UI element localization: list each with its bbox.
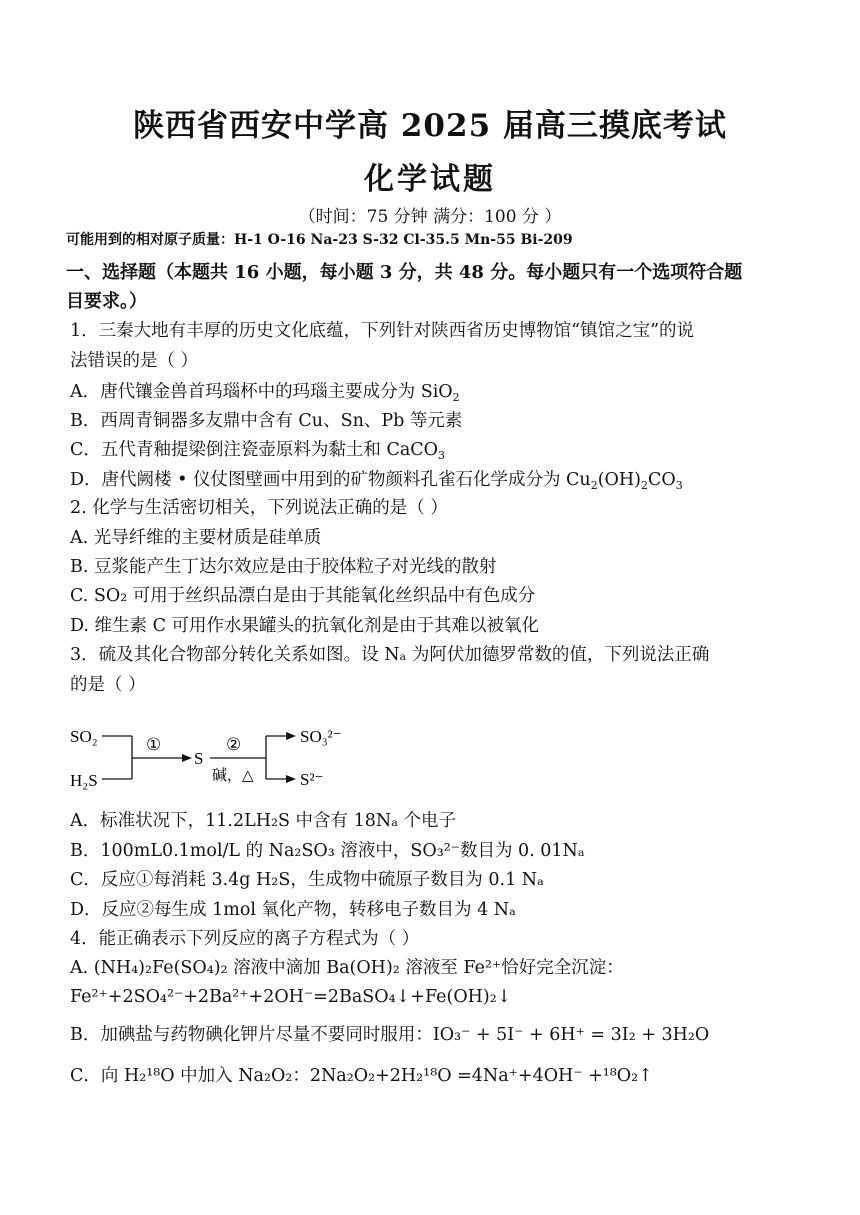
s2-label: S²⁻ [300,770,324,789]
q1-option-c: C．五代青釉提梁倒注瓷壶原料为黏土和 CaCO$_3$ [70,440,446,462]
q3-stem-2: 的是（ ） [70,675,146,695]
q1-option-d: D．唐代阙楼 • 仪仗图壁画中用到的矿物颜料孔雀石化学成分为 $Cu_2(OH)_2CO_3$ [70,470,683,492]
q3-option-d: D．反应②每生成 1mol 氧化产物，转移电子数目为 4 Nₐ [70,900,516,920]
s-label: S [194,749,204,768]
condition-label: 碱，△ [212,766,254,784]
q4-option-b: B．加碘盐与药物碘化钾片尽量不要同时服用：IO₃⁻ + 5I⁻ + 6H⁺ = 3I₂ + 3H₂O [70,1025,710,1045]
q1-stem-2: 法错误的是（ ） [70,351,199,371]
step-1-label: ① [146,735,162,755]
q1-option-b: B．西周青铜器多友鼎中含有 Cu、Sn、Pb 等元素 [70,411,463,431]
q3-option-c: C．反应①每消耗 3.4g H₂S，生成物中硫原子数目为 0.1 Nₐ [70,870,544,890]
q4-option-a-1: A. (NH₄)₂Fe(SO₄)₂ 溶液中滴加 Ba(OH)₂ 溶液至 Fe²⁺恰好完全沉淀： [70,958,624,978]
exam-meta: （时间：75 分钟 满分：100 分 ） [298,207,562,227]
q1-option-a: A．唐代镶金兽首玛瑙杯中的玛瑙主要成分为 SiO$_2$ [70,382,460,404]
exam-subtitle: 化学试题 [364,162,496,197]
q2-option-a: A. 光导纤维的主要材质是硅单质 [70,528,322,548]
q4-stem: 4．能正确表示下列反应的离子方程式为（ ） [70,929,420,949]
q2-stem: 2. 化学与生活密切相关，下列说法正确的是（ ） [70,498,448,518]
q2-option-c: C. SO₂ 可用于丝织品漂白是由于其能氧化丝织品中有色成分 [70,586,536,606]
q1-stem-1: 1．三秦大地有丰厚的历史文化底蕴，下列针对陕西省历史博物馆“镇馆之宝”的说 [70,321,695,341]
q4-option-a-2: Fe²⁺+2SO₄²⁻+2Ba²⁺+2OH⁻=2BaSO₄↓+Fe(OH)₂↓ [70,987,512,1007]
q3-stem-1: 3．硫及其化合物部分转化关系如图。设 Nₐ 为阿伏加德罗常数的值，下列说法正确 [70,645,710,665]
so3-label: SO₃²⁻ [300,727,342,746]
q3-option-b: B．100mL0.1mol/L 的 Na₂SO₃ 溶液中，SO₃²⁻数目为 0. 01Nₐ [70,841,585,861]
q2-option-b: B. 豆浆能产生丁达尔效应是由于胶体粒子对光线的散射 [70,557,497,577]
section-heading-2: 目要求。） [66,291,147,312]
h2s-label: H₂S [70,771,98,790]
so2-label: SO₂ [70,727,98,746]
atomic-masses: 可能用到的相对原子质量：H-1 O-16 Na-23 S-32 Cl-35.5 Mn-55 Bi-209 [66,232,573,248]
step-2-label: ② [226,735,242,755]
sulfur-conversion-diagram [66,722,356,794]
section-heading-1: 一、选择题（本题共 16 小题，每小题 3 分，共 48 分。每小题只有一个选项符合题 [66,262,743,283]
q3-option-a: A．标准状况下，11.2LH₂S 中含有 18Nₐ 个电子 [70,811,457,831]
exam-title: 陕西省西安中学高 2025 届高三摸底考试 [133,108,727,144]
q4-option-c: C．向 H₂¹⁸O 中加入 Na₂O₂：2Na₂O₂+2H₂¹⁸O =4Na⁺+4OH⁻ +¹⁸O₂↑ [70,1066,653,1086]
q2-option-d: D. 维生素 C 可用作水果罐头的抗氧化剂是由于其难以被氧化 [70,616,540,636]
